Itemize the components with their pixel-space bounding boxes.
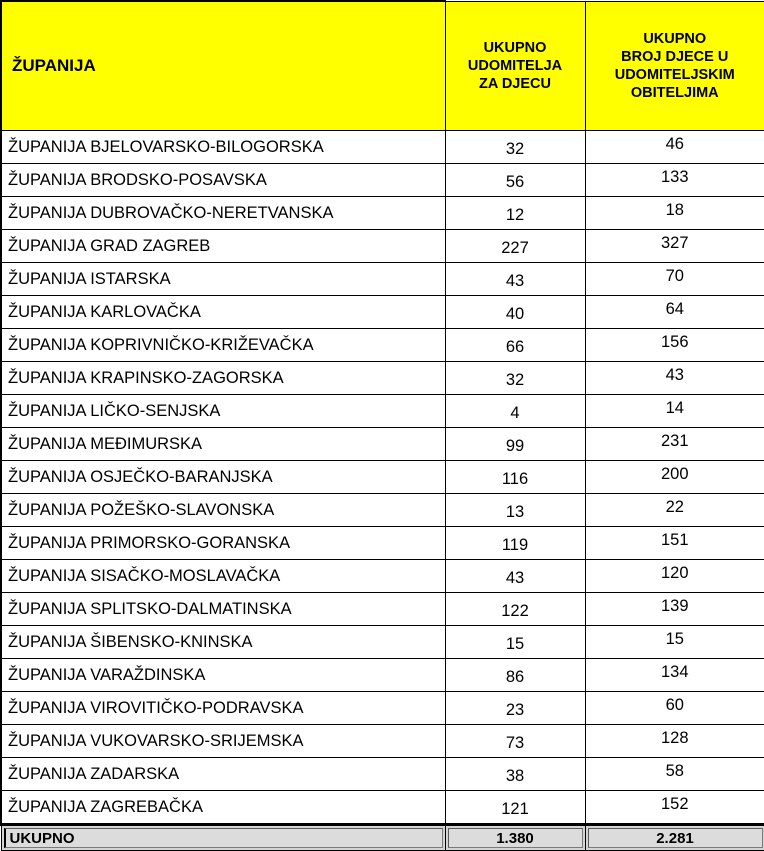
header-line: OBITELJIMA bbox=[586, 84, 764, 102]
table-row bbox=[1, 329, 764, 362]
county-name: ŽUPANIJA ZADARSKA bbox=[1, 758, 445, 791]
children-count: 156 bbox=[585, 329, 764, 362]
children-count: 70 bbox=[585, 263, 764, 296]
table-row bbox=[1, 659, 764, 692]
children-count: 200 bbox=[585, 461, 764, 494]
foster-parents-count: 86 bbox=[445, 659, 585, 692]
header-line: ZA DJECU bbox=[446, 75, 585, 93]
header-county: ŽUPANIJA bbox=[1, 1, 445, 131]
table-row bbox=[1, 527, 764, 560]
children-count: 139 bbox=[585, 593, 764, 626]
header-total-children bbox=[585, 1, 764, 131]
children-count: 43 bbox=[585, 362, 764, 395]
table-row bbox=[1, 230, 764, 263]
foster-parents-count: 23 bbox=[445, 692, 585, 725]
county-name: ŽUPANIJA KRAPINSKO-ZAGORSKA bbox=[1, 362, 445, 395]
county-name: ŽUPANIJA KARLOVAČKA bbox=[1, 296, 445, 329]
total-foster-parents-cell bbox=[445, 825, 585, 851]
table-row bbox=[1, 164, 764, 197]
total-label-cell bbox=[1, 825, 445, 851]
foster-parents-count: 32 bbox=[445, 131, 585, 164]
county-name: ŽUPANIJA LIČKO-SENJSKA bbox=[1, 395, 445, 428]
foster-parents-count: 12 bbox=[445, 197, 585, 230]
table-row bbox=[1, 626, 764, 659]
header-total-foster-parents bbox=[445, 1, 585, 131]
foster-parents-count: 4 bbox=[445, 395, 585, 428]
foster-parents-count: 43 bbox=[445, 263, 585, 296]
children-count: 14 bbox=[585, 395, 764, 428]
children-count: 58 bbox=[585, 758, 764, 791]
foster-parents-count: 56 bbox=[445, 164, 585, 197]
foster-parents-count: 116 bbox=[445, 461, 585, 494]
county-name: ŽUPANIJA ŠIBENSKO-KNINSKA bbox=[1, 626, 445, 659]
county-name: ŽUPANIJA POŽEŠKO-SLAVONSKA bbox=[1, 494, 445, 527]
table-row bbox=[1, 593, 764, 626]
foster-parents-count: 40 bbox=[445, 296, 585, 329]
county-name: ŽUPANIJA VIROVITIČKO-PODRAVSKA bbox=[1, 692, 445, 725]
table-row bbox=[1, 494, 764, 527]
foster-parents-count: 43 bbox=[445, 560, 585, 593]
header-line: UDOMITELJSKIM bbox=[586, 66, 764, 84]
county-name: ŽUPANIJA BRODSKO-POSAVSKA bbox=[1, 164, 445, 197]
foster-parents-count: 121 bbox=[445, 791, 585, 825]
children-count: 18 bbox=[585, 197, 764, 230]
total-label: UKUPNO bbox=[4, 828, 443, 848]
county-name: ŽUPANIJA ZAGREBAČKA bbox=[1, 791, 445, 825]
county-name: ŽUPANIJA SPLITSKO-DALMATINSKA bbox=[1, 593, 445, 626]
children-count: 151 bbox=[585, 527, 764, 560]
children-count: 231 bbox=[585, 428, 764, 461]
children-count: 327 bbox=[585, 230, 764, 263]
children-count: 134 bbox=[585, 659, 764, 692]
children-count: 133 bbox=[585, 164, 764, 197]
foster-parents-count: 99 bbox=[445, 428, 585, 461]
county-name: ŽUPANIJA SISAČKO-MOSLAVAČKA bbox=[1, 560, 445, 593]
table-row bbox=[1, 362, 764, 395]
foster-parents-count: 119 bbox=[445, 527, 585, 560]
county-name: ŽUPANIJA KOPRIVNIČKO-KRIŽEVAČKA bbox=[1, 329, 445, 362]
county-name: ŽUPANIJA VARAŽDINSKA bbox=[1, 659, 445, 692]
foster-parents-count: 122 bbox=[445, 593, 585, 626]
table-row bbox=[1, 758, 764, 791]
table-row bbox=[1, 461, 764, 494]
county-name: ŽUPANIJA PRIMORSKO-GORANSKA bbox=[1, 527, 445, 560]
header-line: UKUPNO bbox=[446, 39, 585, 57]
children-count: 120 bbox=[585, 560, 764, 593]
table-row bbox=[1, 560, 764, 593]
county-name: ŽUPANIJA GRAD ZAGREB bbox=[1, 230, 445, 263]
header-row bbox=[1, 1, 764, 131]
table-row bbox=[1, 131, 764, 164]
county-name: ŽUPANIJA VUKOVARSKO-SRIJEMSKA bbox=[1, 725, 445, 758]
county-name: ŽUPANIJA BJELOVARSKO-BILOGORSKA bbox=[1, 131, 445, 164]
children-count: 128 bbox=[585, 725, 764, 758]
table-row bbox=[1, 197, 764, 230]
total-foster-parents: 1.380 bbox=[448, 828, 583, 848]
children-count: 60 bbox=[585, 692, 764, 725]
children-count: 64 bbox=[585, 296, 764, 329]
children-count: 152 bbox=[585, 791, 764, 825]
total-row bbox=[1, 825, 764, 851]
foster-parents-count: 66 bbox=[445, 329, 585, 362]
foster-parents-count: 227 bbox=[445, 230, 585, 263]
children-count: 46 bbox=[585, 131, 764, 164]
table-row bbox=[1, 692, 764, 725]
header-line: UKUPNO bbox=[586, 30, 764, 48]
foster-parents-count: 15 bbox=[445, 626, 585, 659]
county-name: ŽUPANIJA DUBROVAČKO-NERETVANSKA bbox=[1, 197, 445, 230]
county-name: ŽUPANIJA MEĐIMURSKA bbox=[1, 428, 445, 461]
table-row bbox=[1, 395, 764, 428]
table-row bbox=[1, 428, 764, 461]
header-line: UDOMITELJA bbox=[446, 57, 585, 75]
children-count: 22 bbox=[585, 494, 764, 527]
total-children: 2.281 bbox=[588, 828, 763, 848]
children-count: 15 bbox=[585, 626, 764, 659]
county-name: ŽUPANIJA ISTARSKA bbox=[1, 263, 445, 296]
county-name: ŽUPANIJA OSJEČKO-BARANJSKA bbox=[1, 461, 445, 494]
table-row bbox=[1, 725, 764, 758]
foster-parents-count: 32 bbox=[445, 362, 585, 395]
table-row bbox=[1, 791, 764, 825]
table-row bbox=[1, 296, 764, 329]
header-line: BROJ DJECE U bbox=[586, 48, 764, 66]
table-row bbox=[1, 263, 764, 296]
foster-parents-count: 13 bbox=[445, 494, 585, 527]
foster-parents-count: 38 bbox=[445, 758, 585, 791]
total-children-cell bbox=[585, 825, 764, 851]
foster-parents-count: 73 bbox=[445, 725, 585, 758]
